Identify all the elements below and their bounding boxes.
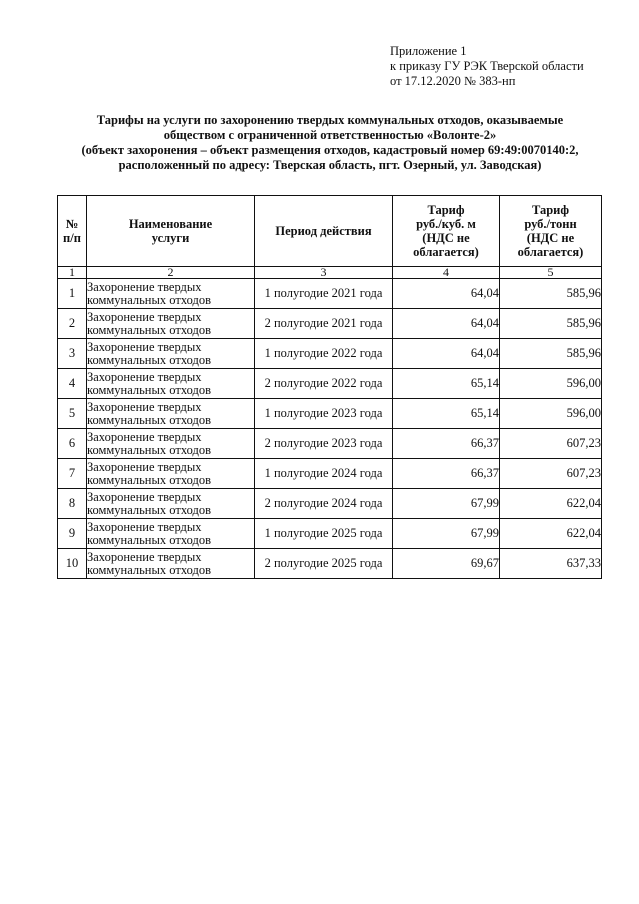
row-number: 1 xyxy=(58,279,87,309)
annex-title: Приложение 1 xyxy=(390,44,467,58)
tariff-per-ton: 622,04 xyxy=(500,489,602,519)
service-name-line: Захоронение твердых xyxy=(87,399,202,414)
validity-period: 2 полугодие 2022 года xyxy=(255,369,393,399)
table-row xyxy=(58,399,602,429)
tariff-per-cubic-meter: 65,14 xyxy=(393,369,500,399)
service-name xyxy=(87,399,255,429)
table-row xyxy=(58,459,602,489)
column-number: 1 xyxy=(58,267,87,279)
service-name-line: коммунальных отходов xyxy=(87,352,211,367)
column-number-row xyxy=(58,267,602,279)
tariff-per-ton: 607,23 xyxy=(500,429,602,459)
title-line: Тарифы на услуги по захоронению твердых коммунальных отходов, оказываемые xyxy=(96,113,564,127)
row-number: 8 xyxy=(58,489,87,519)
tariff-per-cubic-meter: 65,14 xyxy=(393,399,500,429)
column-number: 3 xyxy=(255,267,393,279)
tariff-per-cubic-meter: 64,04 xyxy=(393,309,500,339)
tariff-per-ton: 596,00 xyxy=(500,369,602,399)
tariff-per-cubic-meter: 66,37 xyxy=(393,459,500,489)
validity-period: 2 полугодие 2021 года xyxy=(255,309,393,339)
service-name-line: Захоронение твердых xyxy=(87,369,202,384)
tariff-per-ton: 607,23 xyxy=(500,459,602,489)
row-number: 5 xyxy=(58,399,87,429)
annex-order-reference: к приказу ГУ РЭК Тверской области xyxy=(390,59,584,73)
service-name xyxy=(87,519,255,549)
service-name-line: Захоронение твердых xyxy=(87,549,202,564)
title-line: расположенный по адресу: Тверская область, пгт. Озерный, ул. Заводская) xyxy=(118,158,542,172)
validity-period: 1 полугодие 2022 года xyxy=(255,339,393,369)
service-name-line: Захоронение твердых xyxy=(87,339,202,354)
tariff-per-ton: 585,96 xyxy=(500,339,602,369)
service-name-line: коммунальных отходов xyxy=(87,532,211,547)
column-number: 2 xyxy=(87,267,255,279)
tariff-per-cubic-meter: 67,99 xyxy=(393,489,500,519)
service-name xyxy=(87,339,255,369)
service-name xyxy=(87,279,255,309)
header-num: № п/п xyxy=(58,196,87,267)
tariff-per-cubic-meter: 64,04 xyxy=(393,339,500,369)
table-row xyxy=(58,309,602,339)
service-name-line: коммунальных отходов xyxy=(87,472,211,487)
column-number: 4 xyxy=(393,267,500,279)
tariff-per-cubic-meter: 64,04 xyxy=(393,279,500,309)
service-name xyxy=(87,369,255,399)
row-number: 10 xyxy=(58,549,87,579)
service-name-line: коммунальных отходов xyxy=(87,412,211,427)
service-name-line: коммунальных отходов xyxy=(87,382,211,397)
service-name-line: Захоронение твердых xyxy=(87,279,202,294)
column-number: 5 xyxy=(500,267,602,279)
service-name-line: коммунальных отходов xyxy=(87,322,211,337)
row-number: 7 xyxy=(58,459,87,489)
header-tariff-m3: Тариф руб./куб. м (НДС не облагается) xyxy=(393,196,500,267)
service-name-line: Захоронение твердых xyxy=(87,429,202,444)
service-name-line: коммунальных отходов xyxy=(87,292,211,307)
service-name xyxy=(87,429,255,459)
tariffs-table xyxy=(57,195,602,579)
table-row xyxy=(58,339,602,369)
table-row xyxy=(58,429,602,459)
service-name xyxy=(87,459,255,489)
tariff-per-cubic-meter: 69,67 xyxy=(393,549,500,579)
service-name-line: Захоронение твердых xyxy=(87,489,202,504)
tariff-per-ton: 622,04 xyxy=(500,519,602,549)
row-number: 3 xyxy=(58,339,87,369)
tariff-per-ton: 585,96 xyxy=(500,309,602,339)
service-name-line: Захоронение твердых xyxy=(87,459,202,474)
title-line: (объект захоронения – объект размещения отходов, кадастровый номер 69:49:0070140:2, xyxy=(81,143,579,157)
table-header-row xyxy=(58,196,602,267)
document-title xyxy=(40,113,620,173)
tariff-per-cubic-meter: 67,99 xyxy=(393,519,500,549)
validity-period: 1 полугодие 2024 года xyxy=(255,459,393,489)
service-name-line: коммунальных отходов xyxy=(87,442,211,457)
validity-period: 2 полугодие 2023 года xyxy=(255,429,393,459)
header-period: Период действия xyxy=(255,196,393,267)
title-line: обществом с ограниченной ответственностью «Волонте-2» xyxy=(163,128,497,142)
annex-order-date: от 17.12.2020 № 383-нп xyxy=(390,74,516,88)
service-name-line: Захоронение твердых xyxy=(87,309,202,324)
tariff-per-ton: 585,96 xyxy=(500,279,602,309)
row-number: 4 xyxy=(58,369,87,399)
tariff-per-ton: 637,33 xyxy=(500,549,602,579)
validity-period: 1 полугодие 2023 года xyxy=(255,399,393,429)
row-number: 6 xyxy=(58,429,87,459)
header-tariff-t: Тариф руб./тонн (НДС не облагается) xyxy=(500,196,602,267)
row-number: 9 xyxy=(58,519,87,549)
table-row xyxy=(58,489,602,519)
table-row xyxy=(58,279,602,309)
validity-period: 2 полугодие 2025 года xyxy=(255,549,393,579)
service-name-line: коммунальных отходов xyxy=(87,502,211,517)
table-row xyxy=(58,369,602,399)
row-number: 2 xyxy=(58,309,87,339)
validity-period: 2 полугодие 2024 года xyxy=(255,489,393,519)
service-name xyxy=(87,549,255,579)
tariff-per-cubic-meter: 66,37 xyxy=(393,429,500,459)
service-name xyxy=(87,489,255,519)
service-name-line: коммунальных отходов xyxy=(87,562,211,577)
table-row xyxy=(58,549,602,579)
table-row xyxy=(58,519,602,549)
validity-period: 1 полугодие 2021 года xyxy=(255,279,393,309)
validity-period: 1 полугодие 2025 года xyxy=(255,519,393,549)
tariff-per-ton: 596,00 xyxy=(500,399,602,429)
service-name-line: Захоронение твердых xyxy=(87,519,202,534)
service-name xyxy=(87,309,255,339)
header-service: Наименование услуги xyxy=(87,196,255,267)
annex-block xyxy=(390,44,584,89)
